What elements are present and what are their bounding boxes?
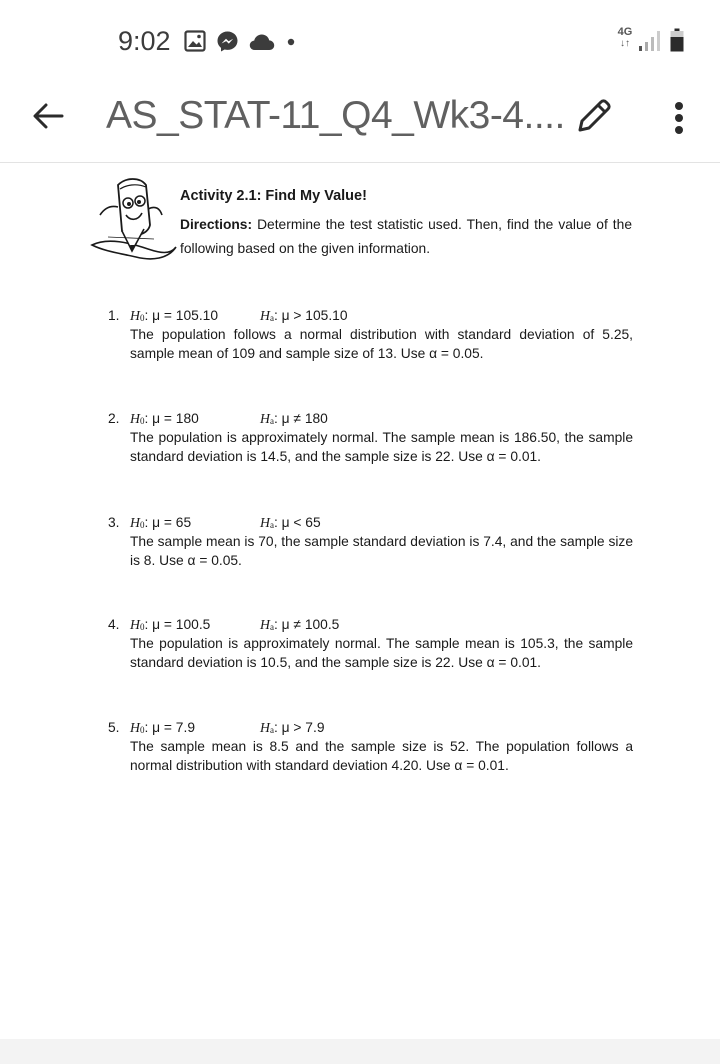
back-button[interactable] [28,96,68,136]
pencil-mascot-icon [88,175,180,261]
hypotheses [108,409,633,428]
hypotheses [108,306,633,325]
alternative-hypothesis: $H_a$: μ > 7.9 [260,720,325,735]
app-bar [0,84,720,162]
network-type-indicator [614,27,636,49]
back-arrow-icon [28,96,68,136]
null-hypothesis: $H_0$: μ = 7.9 [130,720,195,735]
null-hypothesis: $H_0$: μ = 100.5 [130,617,211,632]
more-vert-icon [664,96,694,140]
directions-label: Directions: [180,217,253,232]
more-options-button[interactable] [664,96,694,140]
problem-description: The population is approximately normal. The sample mean is 186.50, the sample standard deviation is 14.5, and the sample size is 22. Use α = 0.01. [130,430,633,464]
problem-number: 3. [108,515,120,530]
alternative-hypothesis: $H_a$: μ ≠ 100.5 [260,617,340,632]
alternative-hypothesis: $H_a$: μ ≠ 180 [260,411,328,426]
problem-item [108,306,633,363]
document-title: AS_STAT-11_Q4_Wk3-4.... [106,94,565,137]
null-hypothesis: $H_0$: μ = 65 [130,515,192,530]
problem-description: The population is approximately normal. The sample mean is 105.3, the sample standard deviation is 10.5, and the sample size is 22. Use α = 0.01. [130,636,633,670]
status-bar [0,0,720,84]
activity-title: Activity 2.1: Find My Value! [180,188,367,204]
problem-number: 5. [108,720,120,735]
problem-number: 1. [108,308,120,323]
alternative-hypothesis: $H_a$: μ < 65 [260,515,321,530]
problem-description: The sample mean is 8.5 and the sample size is 52. The population follows a normal distribution with standard deviation 4.20. Use α = 0.01. [130,739,633,773]
document-page [0,163,720,1039]
status-time: 9:02 [118,26,171,56]
alternative-hypothesis: $H_a$: μ > 105.10 [260,308,348,323]
directions-text: Determine the test statistic used. Then, find the value of the following based on the given information. [180,217,632,256]
pencil-icon [572,94,616,138]
problem-number: 2. [108,411,120,426]
problem-item [108,718,633,775]
problem-description: The sample mean is 70, the sample standard deviation is 7.4, and the sample size is 8. Use α = 0.05. [130,534,633,568]
hypotheses [108,615,633,634]
messenger-icon [216,30,239,53]
signal-icon [638,30,662,52]
problem-item [108,615,633,672]
null-hypothesis: $H_0$: μ = 105.10 [130,308,219,323]
network-label: 4G [617,26,633,38]
battery-icon [670,28,684,52]
gallery-icon [184,30,206,52]
bottom-bar [0,1039,720,1064]
dot-icon [287,38,295,46]
null-hypothesis: $H_0$: μ = 180 [130,411,199,426]
hypotheses [108,513,633,532]
edit-button[interactable] [572,94,616,138]
directions [180,213,632,261]
problem-item [108,409,633,466]
cloud-icon [249,33,275,51]
data-arrows-icon: ↓↑ [620,38,630,49]
hypotheses [108,718,633,737]
problem-description: The population follows a normal distribution with standard deviation of 5.25, sample mean of 109 and sample size of 13. Use α = 0.05. [130,327,633,361]
problem-number: 4. [108,617,120,632]
problem-item [108,513,633,570]
